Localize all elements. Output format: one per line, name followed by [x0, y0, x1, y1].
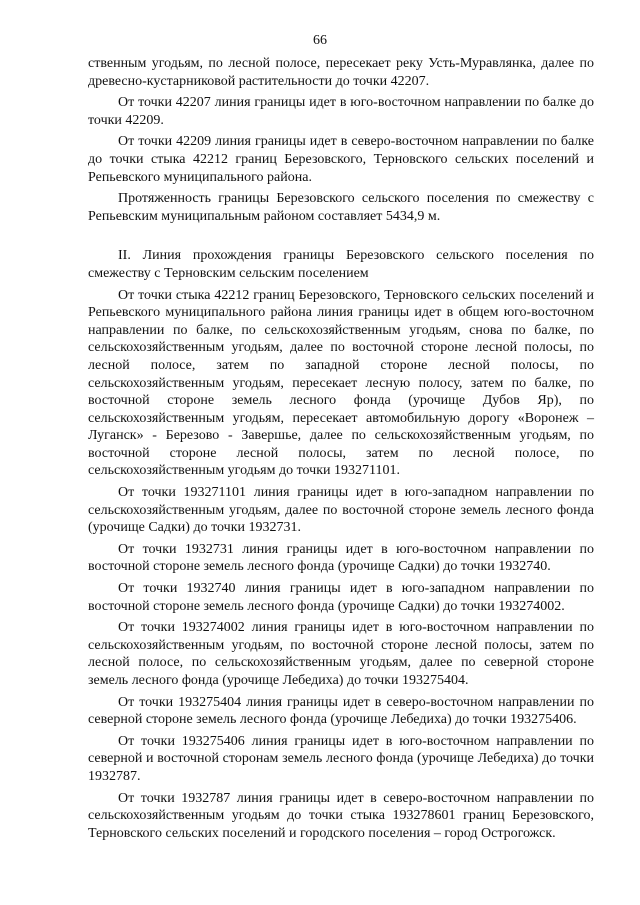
paragraph: От точки 42207 линия границы идет в юго-восточном направлении по балке до точки 42209. — [88, 95, 594, 128]
paragraph: От точки стыка 42212 границ Березовского, Терновского сельских поселений и Репьевского муниципального района линия границы идет в общем юго-восточном направлении по балке, по сельскохозяйственным угодьям, снова по балке, по сельскохозяйственным угодьям, далее по восточной стороне лесной полосы, по лесной полосе, затем по западной стороне лесной полосы, по сельскохозяйственным угодьям, пересекает лесную полосу, затем по балке, по восточной стороне земель лесного фонда (урочище Дубов Яр), по сельскохозяйственным угодьям, пересекает автомобильную дорогу «Воронеж – Луганск» - Березово - Завершье, далее по сельскохозяйственным угодьям, по восточной стороне лесной полосы, затем по лесной полосе, по сельскохозяйственным угодьям до точки 193271101. — [88, 287, 594, 479]
document-body — [88, 55, 594, 846]
paragraph-summary: Протяженность границы Березовского сельского поселения по смежеству с Репьевским муниципальным районом составляет 5434,9 м. — [88, 191, 594, 224]
paragraph: От точки 1932740 линия границы идет в юго-западном направлении по восточной стороне земель лесного фонда (урочище Садки) до точки 193274002. — [88, 581, 594, 614]
paragraph: От точки 1932787 линия границы идет в северо-восточном направлении по сельскохозяйственным угодьям до точки стыка 193278601 границ Березовского, Терновского сельских поселений и городского поселения – город Острогожск. — [88, 790, 594, 841]
page-number: 66 — [313, 33, 327, 48]
paragraph: От точки 193275404 линия границы идет в северо-восточном направлении по северной стороне земель лесного фонда (урочище Лебедиха) до точки 193275406. — [88, 694, 594, 728]
paragraph-continuation: ственным угодьям, по лесной полосе, пересекает реку Усть-Муравлянка, далее по древесно-кустарниковой растительности до точки 42207. — [88, 56, 594, 89]
paragraph: От точки 42209 линия границы идет в северо-восточном направлении по балке до точки стыка 42212 границ Березовского, Терновского сельских поселений и Репьевского муниципального района. — [88, 134, 594, 185]
section-heading: II. Линия прохождения границы Березовского сельского поселения по смежеству с Терновским сельским поселением — [88, 248, 594, 281]
paragraph: От точки 1932731 линия границы идет в юго-восточном направлении по восточной стороне земель лесного фонда (урочище Садки) до точки 1932740. — [88, 541, 594, 575]
paragraph: От точки 193275406 линия границы идет в юго-восточном направлении по северной и восточной сторонам земель лесного фонда (урочище Лебедиха) до точки 1932787. — [88, 733, 594, 784]
paragraph: От точки 193274002 линия границы идет в юго-восточном направлении по сельскохозяйственным угодьям, по восточной стороне лесной полосы, затем по лесной полосе, по сельскохозяйственным угодьям, далее по северной стороне земель лесного фонда (урочище Лебедиха) до точки 193275404. — [88, 620, 594, 688]
paragraph: От точки 193271101 линия границы идет в юго-западном направлении по сельскохозяйственным угодьям, далее по восточной стороне земель лесного фонда (урочище Садки) до точки 1932731. — [88, 485, 594, 536]
